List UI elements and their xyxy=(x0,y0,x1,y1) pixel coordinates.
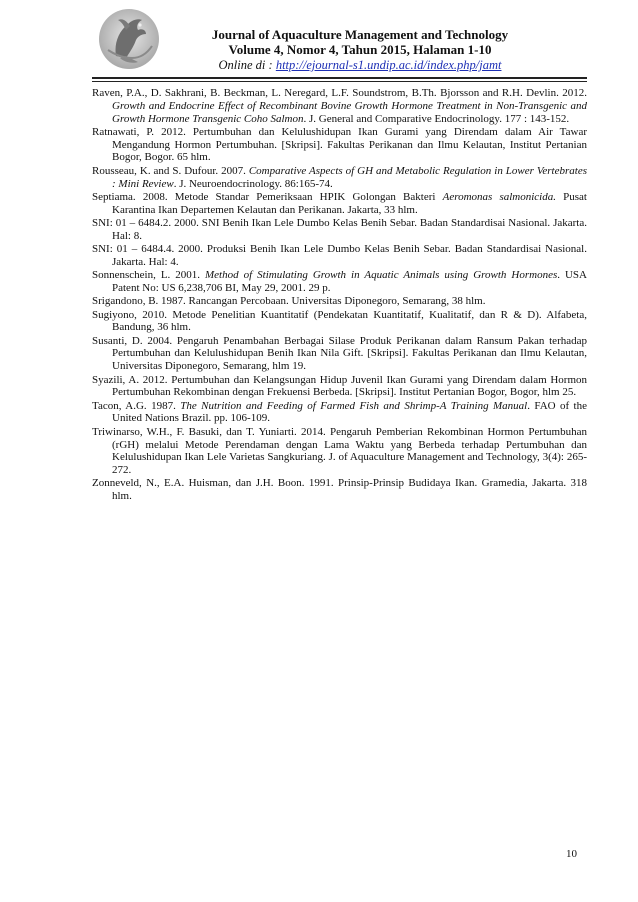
journal-title: Journal of Aquaculture Management and Technology xyxy=(211,27,509,42)
reference-entry xyxy=(92,400,587,426)
reference-text: . J. General and Comparative Endocrinology. 177 : 143-152. xyxy=(303,112,570,125)
header-rule-thin xyxy=(92,81,587,82)
volume-line: Volume 4, Nomor 4, Tahun 2015, Halaman 1-10 xyxy=(228,42,492,57)
reference-text: . J. Neuroendocrinology. 86:165-74. xyxy=(173,177,333,190)
reference-entry xyxy=(92,126,587,164)
reference-entry xyxy=(92,295,587,308)
reference-text: Sonnenschein, L. 2001. xyxy=(92,269,206,282)
reference-text: Srigandono, B. 1987. Rancangan Percobaan. Universitas Diponegoro, Semarang, 38 hlm. xyxy=(92,295,486,308)
reference-title: Comparative Aspects of GH and Metabolic Regulation in Lower Vertebrates : Mini Review xyxy=(112,164,587,190)
reference-text: Syazili, A. 2012. Pertumbuhan dan Kelangsungan Hidup Juvenil Ikan Gurami yang Direndam dalam Hormon Pertumbuhan Rekombinan dengan Frekuensi Berbeda. [Skripsi]. Institut Pertanian Bogor, Bogor, hlm 25. xyxy=(92,373,587,399)
page-number: 10 xyxy=(566,848,577,860)
reference-list xyxy=(92,87,587,504)
reference-entry xyxy=(92,309,587,335)
reference-text: SNI: 01 – 6484.2. 2000. SNI Benih Ikan Lele Dumbo Kelas Benih Sebar. Badan Standardisai Nasional. Jakarta. Hal: 8. xyxy=(92,216,587,242)
reference-entry xyxy=(92,477,587,503)
journal-heading xyxy=(150,27,570,73)
reference-text: Septiama. 2008. Metode Standar Pemeriksaan HPIK Golongan Bakteri xyxy=(92,190,443,203)
reference-entry xyxy=(92,191,587,217)
reference-text: Sugiyono, 2010. Metode Penelitian Kuantitatif (Pendekatan Kuantitatif, Kualitatif, dan R & D). Alfabeta, Bandung, 36 hlm. xyxy=(92,308,587,334)
reference-text: Rousseau, K. and S. Dufour. 2007. xyxy=(92,164,249,177)
online-line xyxy=(150,57,570,73)
reference-text: Triwinarso, W.H., F. Basuki, dan T. Yuniarti. 2014. Pengaruh Pemberian Rekombinan Hormon Pertumbuhan (rGH) melalui Metode Perendaman dengan Lama Waktu yang Berbeda terhadap Pertumbuhan dan Kelulushidupan Ikan Lele Varietas Sangkuriang. J. of Aquaculture Management and Technology, 3(4): 265-272. xyxy=(92,425,587,477)
online-prefix: Online di : xyxy=(218,58,276,72)
header-rule-thick xyxy=(92,77,587,79)
reference-text: Tacon, A.G. 1987. xyxy=(92,399,181,412)
reference-text: Ratnawati, P. 2012. Pertumbuhan dan Kelulushidupan Ikan Gurami yang Direndam dalam Air Tawar Mengandung Hormon Pertumbuhan. [Skripsi]. Fakultas Perikanan dan Ilmu Kelautan, Institut Pertanian Bogor, Bogor. 65 hlm. xyxy=(92,125,587,164)
reference-text: Pusat Karantina Ikan Departemen Kelautan dan Perikanan. Jakarta, 33 hlm. xyxy=(112,190,587,216)
journal-url-link[interactable]: http://ejournal-s1.undip.ac.id/index.php/jamt xyxy=(275,58,502,72)
reference-text: Raven, P.A., D. Sakhrani, B. Beckman, L. Neregard, L.F. Soundstrom, B.Th. Bjorsson and R.H. Devlin. 2012. xyxy=(92,87,587,99)
reference-entry xyxy=(92,243,587,269)
reference-title: Method of Stimulating Growth in Aquatic Animals using Growth Hormones xyxy=(205,269,558,282)
reference-entry xyxy=(92,165,587,191)
reference-entry xyxy=(92,426,587,477)
reference-entry xyxy=(92,269,587,295)
reference-entry xyxy=(92,374,587,400)
reference-text: Susanti, D. 2004. Pengaruh Penambahan Berbagai Silase Produk Perikanan dalam Ransum Pakan terhadap Pertumbuhan dan Kelulushidupan Benih Ikan Nila Gift. [Skripsi]. Fakultas Perikanan dan Ilmu Kelautan, Universitas Diponegoro, Semarang, hlm 19. xyxy=(92,334,587,373)
reference-entry xyxy=(92,87,587,125)
reference-entry xyxy=(92,335,587,373)
reference-title: The Nutrition and Feeding of Farmed Fish and Shrimp-A Training Manual xyxy=(180,399,528,412)
reference-text: . FAO of the United Nations Brazil. pp. 106-109. xyxy=(112,399,587,425)
reference-title: Growth and Endocrine Effect of Recombinant Bovine Growth Hormone Treatment in Non-Transgenic and Growth Hormone Transgenic Coho Salmon xyxy=(112,99,587,125)
reference-text: Zonneveld, N., E.A. Huisman, dan J.H. Boon. 1991. Prinsip-Prinsip Budidaya Ikan. Gramedia, Jakarta. 318 hlm. xyxy=(92,477,587,503)
reference-text: . USA Patent No: US 6,238,706 BI, May 29, 2001. 29 p. xyxy=(112,269,587,294)
reference-text: SNI: 01 – 6484.4. 2000. Produksi Benih Ikan Lele Dumbo Kelas Benih Sebar. Badan Standardisai Nasional. Jakarta. Hal: 4. xyxy=(92,243,587,268)
reference-title: Aeromonas salmonicida. xyxy=(442,190,556,203)
reference-entry xyxy=(92,217,587,243)
journal-header xyxy=(0,0,638,78)
